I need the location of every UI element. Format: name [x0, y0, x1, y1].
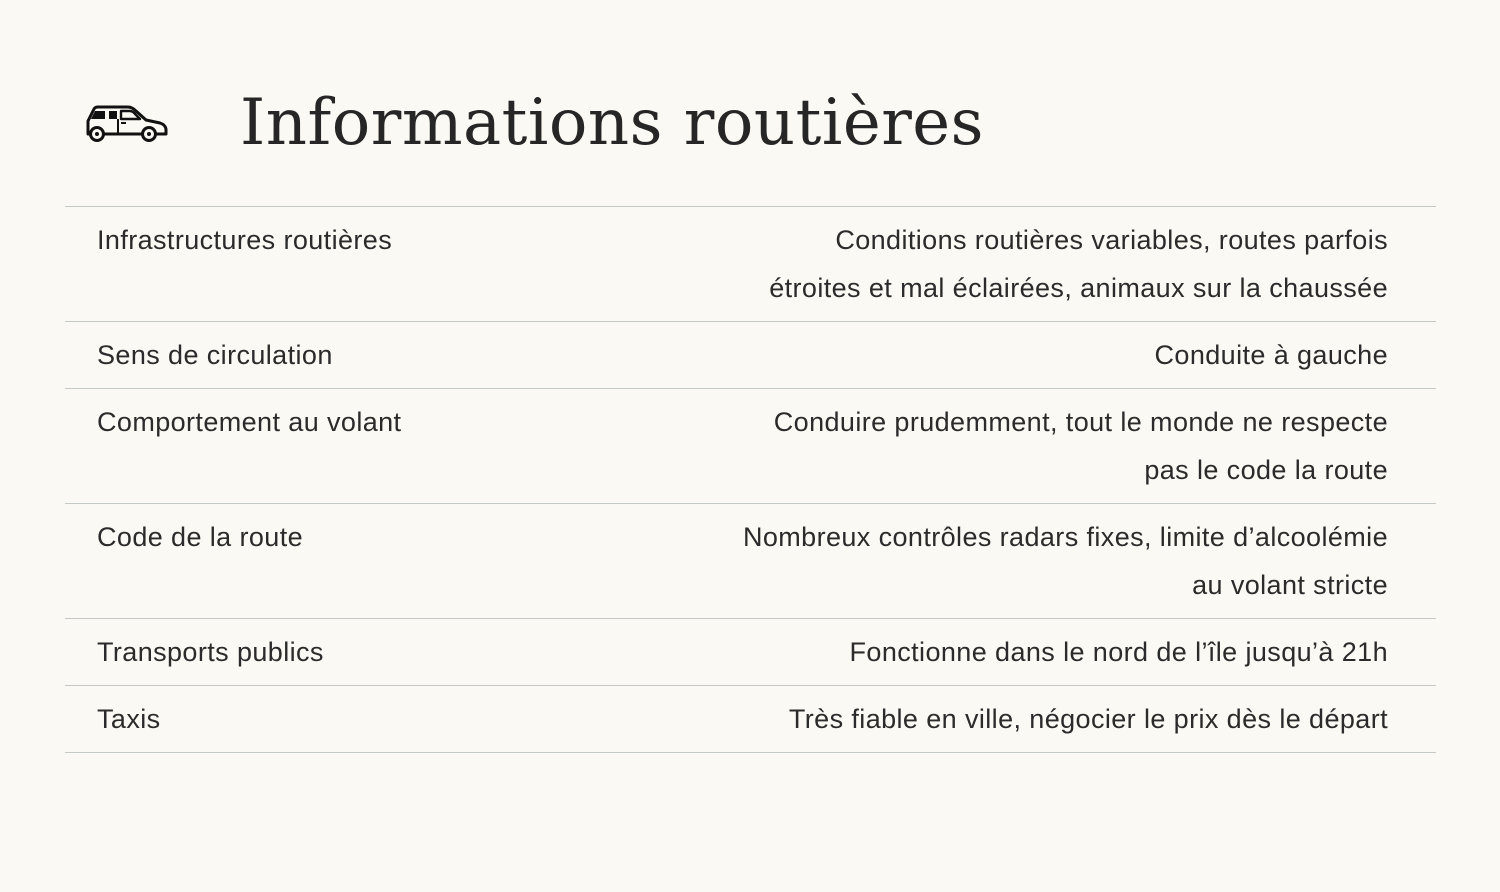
page-title: Informations routières: [240, 86, 984, 160]
row-label: Code de la route: [97, 522, 304, 552]
row-value: [789, 702, 1388, 736]
row-value-line: Fonctionne dans le nord de l’île jusqu’à 21h: [849, 637, 1388, 667]
table-row: [65, 389, 1436, 504]
row-value-line: étroites et mal éclairées, animaux sur la chaussée: [769, 273, 1388, 303]
table-row: [65, 619, 1436, 686]
row-value: [1155, 338, 1388, 372]
road-info-table: [65, 206, 1436, 753]
table-row: [65, 504, 1436, 619]
row-label: Comportement au volant: [97, 407, 402, 437]
table-row: [65, 686, 1436, 753]
row-value-line: Très fiable en ville, négocier le prix dès le départ: [788, 704, 1388, 734]
car-icon: [84, 103, 168, 143]
row-value: [769, 216, 1388, 312]
row-label: Sens de circulation: [97, 340, 333, 370]
row-value: [743, 513, 1388, 609]
table-row: [65, 322, 1436, 389]
row-label: Transports publics: [97, 637, 324, 667]
row-label: Infrastructures routières: [97, 225, 393, 255]
row-value: [850, 635, 1388, 669]
row-value-line: Nombreux contrôles radars fixes, limite d’alcoolémie: [742, 522, 1388, 552]
row-value-line: pas le code la route: [1144, 455, 1388, 485]
row-value-line: Conditions routières variables, routes parfois: [835, 225, 1388, 255]
table-row: [65, 207, 1436, 322]
row-value-line: au volant stricte: [1192, 570, 1388, 600]
page-header: [84, 78, 984, 168]
row-value-line: Conduite à gauche: [1154, 340, 1388, 370]
row-value-line: Conduire prudemment, tout le monde ne respecte: [773, 407, 1388, 437]
row-value: [774, 398, 1388, 494]
row-label: Taxis: [97, 704, 161, 734]
